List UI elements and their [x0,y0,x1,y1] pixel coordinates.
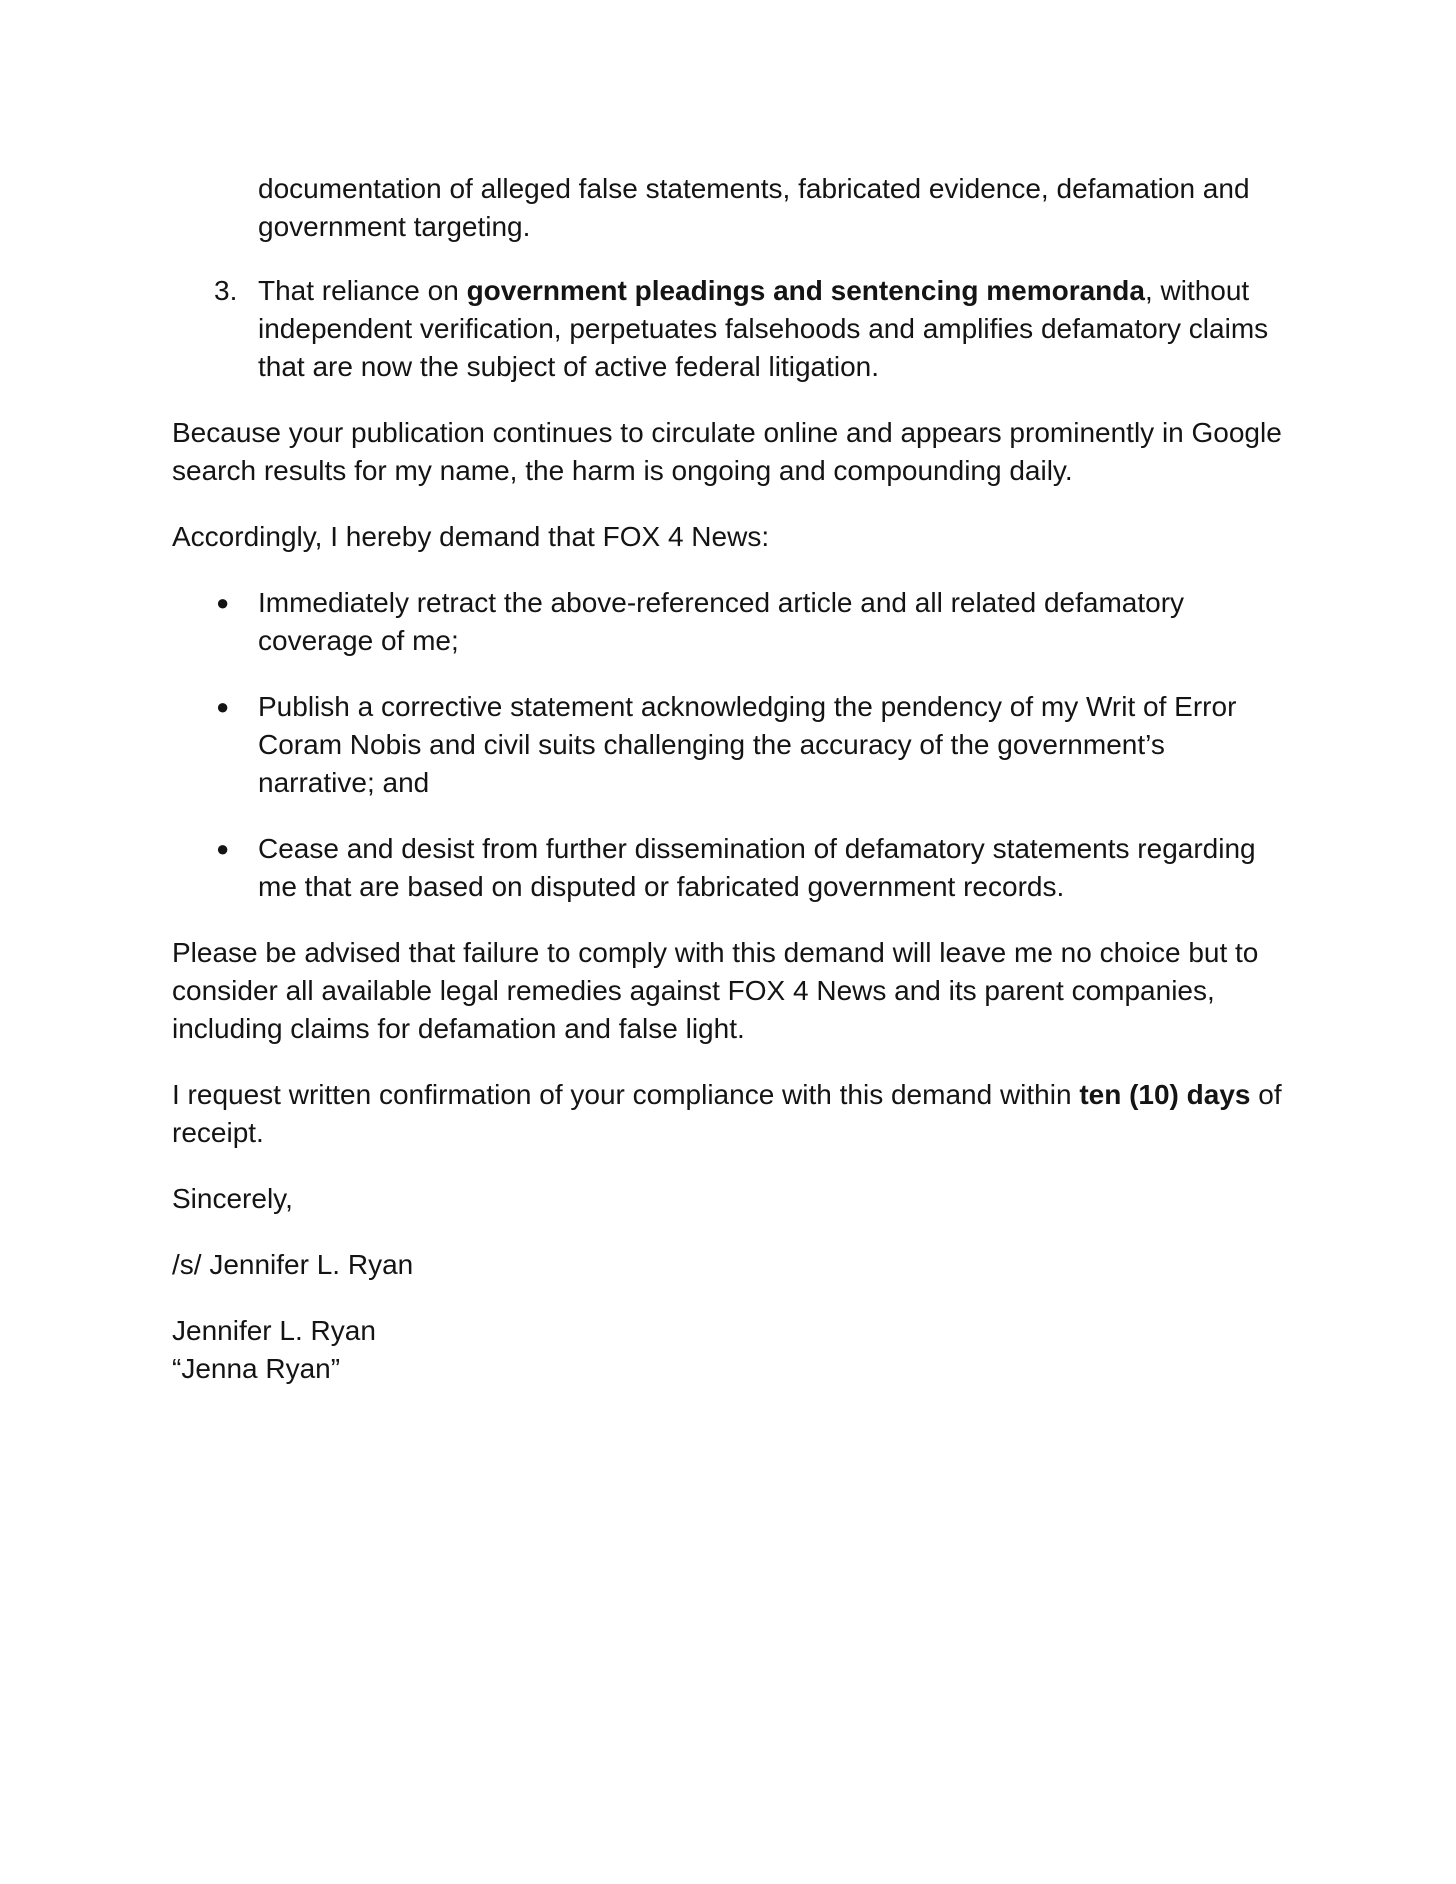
item-text-before: That reliance on [258,275,467,306]
item-text-bold: government pleadings and sentencing memoranda [466,275,1145,306]
paragraph-demand-intro: Accordingly, I hereby demand that FOX 4 News: [172,521,770,552]
bullet-text: Immediately retract the above-referenced article and all related defamatory coverage of me; [258,587,1185,656]
paragraph-advised: Please be advised that failure to comply with this demand will leave me no choice but to consider all available legal remedies against FOX 4 News and its parent companies, including claims for defamation and false light. [172,937,1259,1044]
signature: /s/ Jennifer L. Ryan [172,1249,414,1280]
paragraph-harm: Because your publication continues to circulate online and appears prominently in Google search results for my name, the harm is ongoing and compounding daily. [172,417,1282,486]
bullet-marker: ● [216,694,230,719]
numbered-item-3 [172,272,1282,386]
closing: Sincerely, [172,1183,293,1214]
signer-nickname: “Jenna Ryan” [172,1353,341,1384]
bullet-text: Cease and desist from further dissemination of defamatory statements regarding me that are based on disputed or fabricated government records. [258,833,1256,902]
confirm-text-bold: ten (10) days [1079,1079,1251,1110]
bullet-marker: ● [216,590,230,615]
list-number: 3. [214,275,238,306]
bullet-text: Publish a corrective statement acknowledging the pendency of my Writ of Error Coram Nobis and civil suits challenging the accuracy of the government’s narrative; and [258,691,1237,798]
bullet-item [172,584,1282,660]
confirm-text-before: I request written confirmation of your compliance with this demand within [172,1079,1080,1110]
confirm-text-after: of receipt. [172,1079,1282,1148]
item-text-after: , without independent verification, perpetuates falsehoods and amplifies defamatory claims that are now the subject of active federal litigation. [258,275,1269,382]
numbered-item-text [258,272,1282,386]
bullet-item [172,830,1282,906]
letter-page [172,170,1282,1388]
signer-name: Jennifer L. Ryan [172,1315,376,1346]
paragraph-confirm [172,1076,1282,1152]
bullet-marker: ● [216,836,230,861]
bullet-item [172,688,1282,802]
continued-list-text: documentation of alleged false statements, fabricated evidence, defamation and government targeting. [258,173,1250,242]
